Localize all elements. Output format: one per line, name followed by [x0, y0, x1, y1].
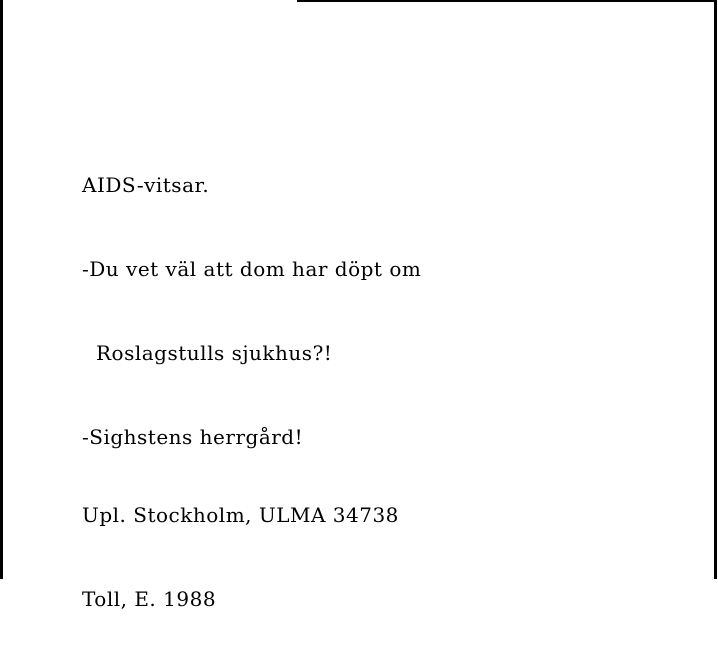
card-left-edge	[0, 0, 3, 579]
joke-line-question: -Du vet väl att dom har döpt om	[82, 257, 422, 281]
card-heading: AIDS-vitsar.	[82, 173, 210, 197]
source-collector: Toll, E. 1988	[82, 587, 217, 611]
joke-line-answer: -Sighstens herrgård!	[82, 425, 304, 449]
source-reference	[82, 445, 399, 669]
joke-line-question-cont: Roslagstulls sjukhus?!	[96, 341, 333, 365]
card-top-edge	[297, 0, 717, 2]
card-right-edge	[714, 0, 717, 579]
source-place: Upl. Stockholm, ULMA 34738	[82, 503, 399, 527]
